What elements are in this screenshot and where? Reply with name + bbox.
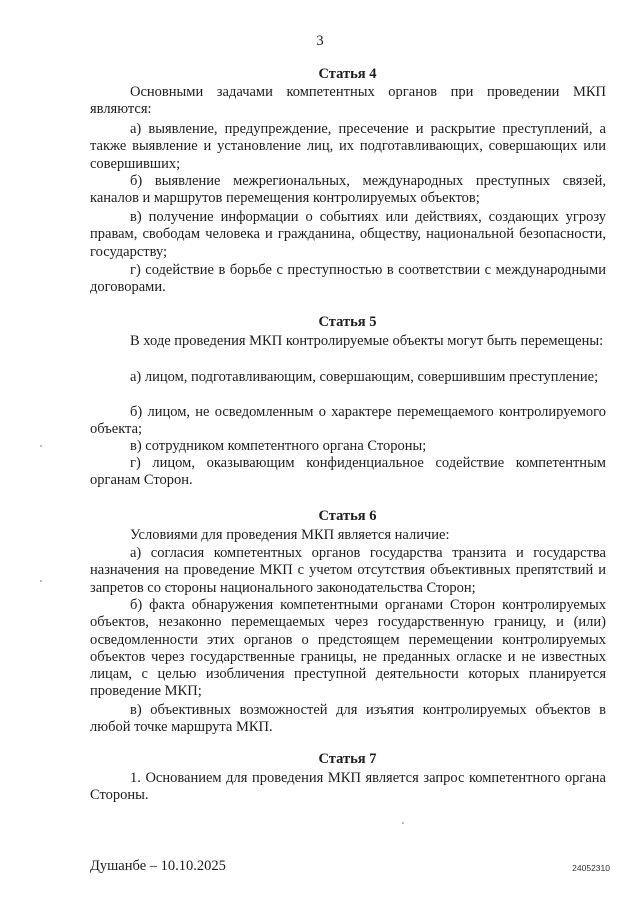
article-4-item-v: в) получение информации о событиях или действиях, создающих угрозу правам, свободам человека и гражданина, обществу, национальной безопасности, государству; [90, 209, 606, 260]
article-4-paragraph: Основными задачами компетентных органов при проведении МКП являются: [90, 84, 606, 118]
scan-speck [402, 822, 404, 824]
scan-speck [40, 580, 42, 582]
footer-place-date: Душанбе – 10.10.2025 [90, 858, 226, 874]
document-code: 24052310 [572, 863, 610, 873]
article-5-item-v: в) сотрудником компетентного органа Стороны; [130, 438, 427, 454]
article-6-item-v: в) объективных возможностей для изъятия контролируемых объектов в любой точке маршрута МКП. [90, 702, 606, 736]
page-number: 3 [316, 33, 324, 49]
article-4-item-a: а) выявление, предупреждение, пресечение и раскрытие преступлений, а также выявление и установление лиц, их подготавливающих, совершающих или совершивших; [90, 121, 606, 172]
article-6-title: Статья 6 [318, 508, 377, 524]
article-5-item-a: а) лицом, подготавливающим, совершающим, совершившим преступление; [130, 369, 599, 385]
article-6-item-b: б) факта обнаружения компетентными органами Сторон контролируемых объектов, незаконно перемещаемых через государственную границу, и (или) осведомленности этих органов о предстоящем перемещении контролируемых объектов через государственные границы, не преданных огласке и не известных лицам, с целью изобличения преступной деятельности которых планируется проведение МКП; [90, 597, 606, 700]
article-7-title: Статья 7 [318, 751, 377, 767]
article-5-title: Статья 5 [318, 314, 377, 330]
article-7-paragraph-1: 1. Основанием для проведения МКП является запрос компетентного органа Стороны. [90, 770, 606, 804]
article-5-paragraph: В ходе проведения МКП контролируемые объекты могут быть перемещены: [130, 333, 604, 349]
scan-speck [40, 445, 42, 447]
article-6-paragraph: Условиями для проведения МКП является наличие: [130, 527, 450, 543]
article-6-item-a: а) согласия компетентных органов государства транзита и государства назначения на проведение МКП с учетом отсутствия объективных препятствий и запретов со стороны национального законодательства Сторон; [90, 545, 606, 596]
article-4-item-b: б) выявление межрегиональных, международных преступных связей, каналов и маршрутов перемещения контролируемых объектов; [90, 173, 606, 207]
article-4-item-g: г) содействие в борьбе с преступностью в соответствии с международными договорами. [90, 262, 606, 296]
article-5-item-b: б) лицом, не осведомленным о характере перемещаемого контролируемого объекта; [90, 404, 606, 438]
article-5-item-g: г) лицом, оказывающим конфиденциальное содействие компетентным органам Сторон. [90, 455, 606, 489]
article-4-title: Статья 4 [318, 66, 377, 82]
